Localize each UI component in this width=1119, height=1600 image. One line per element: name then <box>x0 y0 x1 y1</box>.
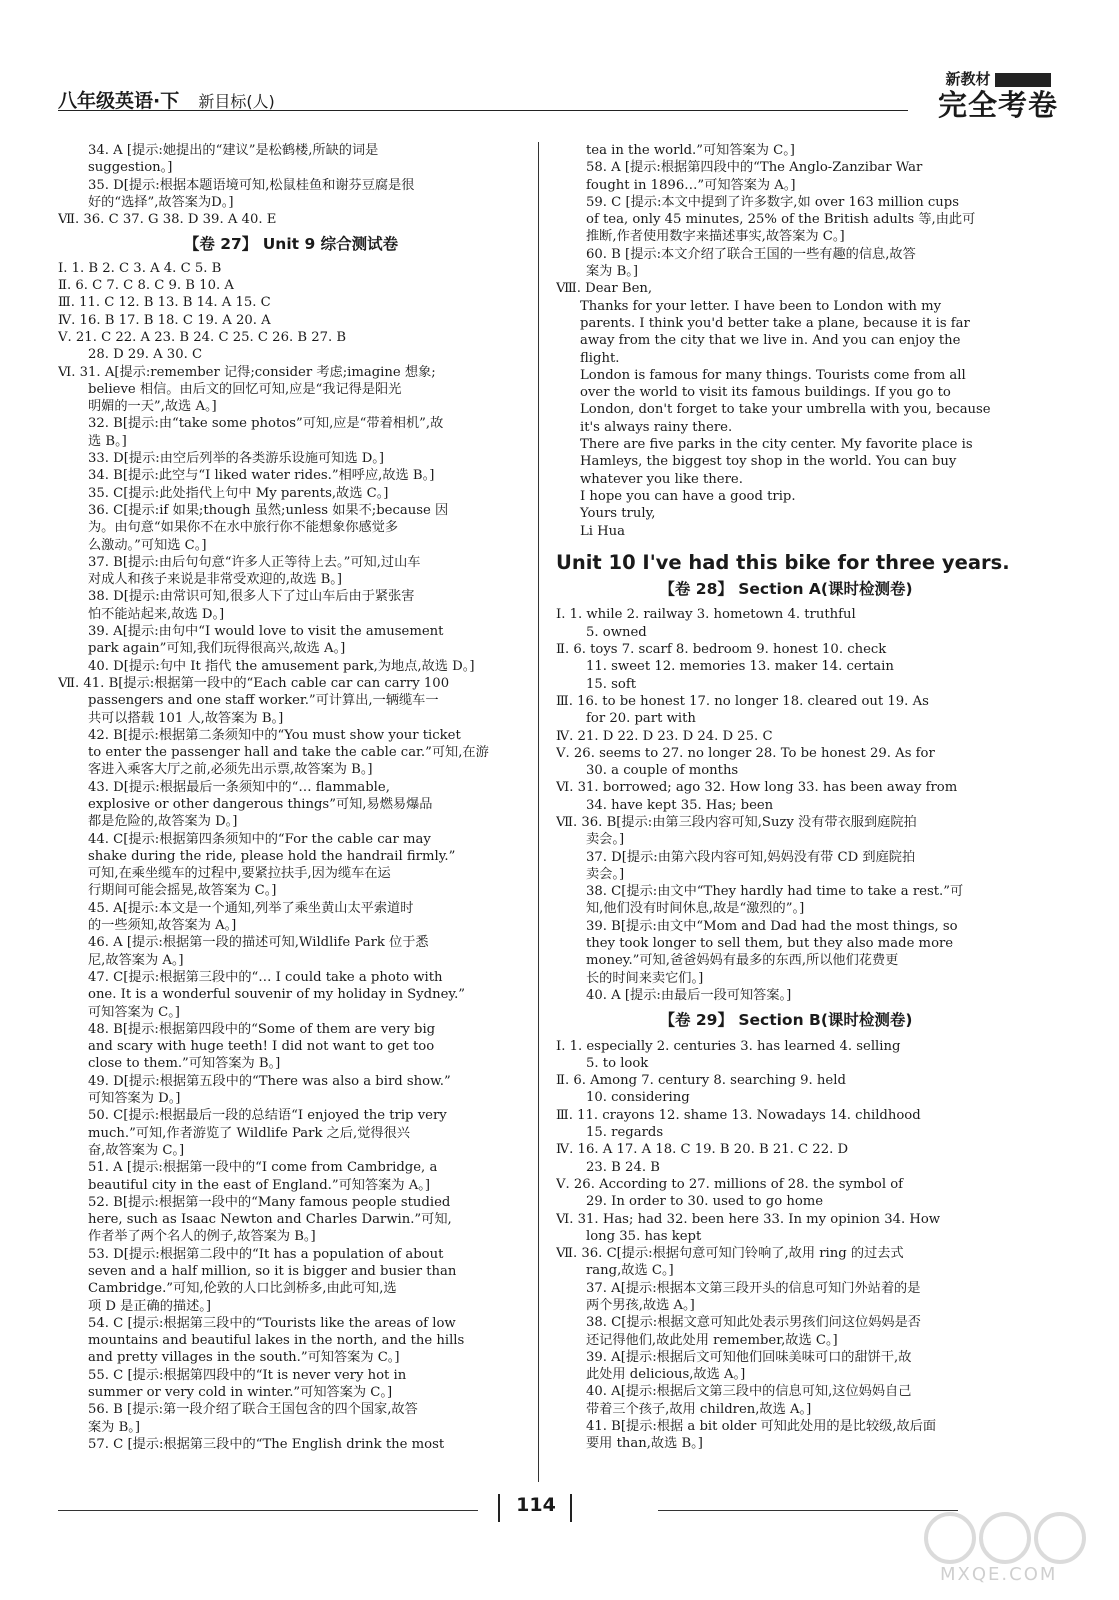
answer-line: Ⅱ. 6. toys 7. scarf 8. bedroom 9. honest 10. check <box>556 642 887 658</box>
answer-line: Ⅶ. 41. B[提示:根据第一段中的“Each cable car can carry 100 <box>58 675 450 691</box>
answer-line: 推断,作者使用数字来描述事实,故答案为 C。] <box>586 229 845 245</box>
answer-line: 5. owned <box>586 624 647 640</box>
answer-line: 55. C [提示:根据第四段中的“It is never very hot in <box>88 1367 407 1383</box>
answer-line: 53. D[提示:根据第二段中的“It has a population of about <box>88 1246 444 1262</box>
letter-line: Hamleys, the biggest toy shop in the world. You can buy <box>580 454 957 470</box>
answer-line: 49. D[提示:根据第五段中的“There was also a bird show.” <box>88 1073 451 1089</box>
answer-line: 52. B[提示:根据第一段中的“Many famous people studied <box>88 1194 451 1210</box>
answer-line: 39. B[提示:由文中“Mom and Dad had the most things, so <box>586 918 958 934</box>
answer-line: 38. C[提示:根据文意可知此处表示男孩们问这位妈妈是否 <box>586 1315 921 1331</box>
footer-rule-left <box>58 1510 478 1511</box>
page-header <box>58 70 1058 126</box>
answer-line: park again”可知,我们玩得很高兴,故选 A。] <box>88 641 346 657</box>
answer-line: Ⅳ. 16. B 17. B 18. C 19. A 20. A <box>58 312 271 328</box>
answer-line: 58. A [提示:根据第四段中的“The Anglo-Zanzibar War <box>586 160 923 176</box>
answer-line: 35. D[提示:根据本题语境可知,松鼠桂鱼和谢芬豆腐是很 <box>88 177 415 193</box>
answer-line: 【卷 27】 Unit 9 综合测试卷 <box>183 235 399 254</box>
footer-bar-right <box>570 1494 572 1522</box>
answer-line: much.”可知,作者游览了 Wildlife Park 之后,觉得很兴 <box>88 1125 410 1141</box>
letter-line: Li Hua <box>580 523 626 539</box>
answer-line: Ⅴ. 21. C 22. A 23. B 24. C 25. C 26. B 27. B <box>58 329 347 345</box>
answer-line: Ⅳ. 21. D 22. D 23. D 24. D 25. C <box>556 728 773 744</box>
answer-line: Ⅵ. 31. Has; had 32. been here 33. In my opinion 34. How <box>556 1211 941 1227</box>
answer-line: explosive or other dangerous things”可知,易燃易爆品 <box>88 796 433 812</box>
left-column <box>58 142 524 1453</box>
answer-line: 15. soft <box>586 676 637 692</box>
answer-line: 两个男孩,故选 A。] <box>586 1298 695 1313</box>
answer-line: 32. B[提示:由“take some photos”可知,应是“带着相机”,故 <box>88 416 444 432</box>
answer-line: Ⅰ. 1. especially 2. centuries 3. has learned 4. selling <box>556 1038 901 1054</box>
answer-line: 么激动。”可知选 C。] <box>88 537 207 553</box>
answer-line: 10. considering <box>586 1090 690 1106</box>
answer-line: 40. D[提示:句中 It 指代 the amusement park,为地点,故选 D。] <box>88 658 475 674</box>
answer-line: 对成人和孩子来说是非常受欢迎的,故选 B。] <box>88 572 342 588</box>
section29-answers <box>556 1038 1016 1453</box>
answer-line: Ⅵ. 31. borrowed; ago 32. How long 33. has been away from <box>556 780 958 796</box>
answer-line: 36. C[提示:if 如果;though 虽然;unless 如果不;because 因 <box>88 502 449 518</box>
answer-line: 37. B[提示:由后句句意“许多人正等待上去。”可知,过山车 <box>88 554 421 570</box>
answer-line: Ⅶ. 36. B[提示:由第三段内容可知,Suzy 没有带衣服到庭院拍 <box>556 814 917 830</box>
letter-line: away from the city that we live in. And you can enjoy the <box>580 333 961 349</box>
footer-bar-left <box>498 1494 500 1522</box>
answer-line: Ⅳ. 16. A 17. A 18. C 19. B 20. B 21. C 22. D <box>556 1142 849 1158</box>
answer-line: 50. C[提示:根据最后一段的总结语“I enjoyed the trip very <box>88 1108 447 1124</box>
answer-line: 37. A[提示:根据本文第三段开头的信息可知门外站着的是 <box>586 1280 921 1296</box>
page-footer <box>58 1490 1058 1530</box>
answer-line: 56. B [提示:第一段介绍了联合王国包含的四个国家,故答 <box>88 1402 418 1418</box>
letter-line: Thanks for your letter. I have been to London with my <box>580 298 942 314</box>
header-left <box>58 86 275 113</box>
answer-line: 29. In order to 30. used to go home <box>586 1194 824 1210</box>
answers-57-60-cont <box>556 142 1016 280</box>
answer-line: 好的“选择”,故答案为D。] <box>88 194 234 210</box>
answer-line: of tea, only 45 minutes, 25% of the British adults 等,由此可 <box>586 212 976 228</box>
watermark-logo <box>920 1508 1090 1588</box>
answer-line: beautiful city in the east of England.”可知答案为 A。] <box>88 1177 430 1193</box>
answer-line: 41. B[提示:根据 a bit older 可知此处用的是比较级,故后面 <box>586 1419 937 1435</box>
answer-line: 38. D[提示:由常识可知,很多人下了过山车后由于紧张害 <box>88 589 415 605</box>
answer-line: 15. regards <box>586 1125 664 1141</box>
watermark-text: MXQE.COM <box>940 1564 1058 1585</box>
answer-line: 11. sweet 12. memories 13. maker 14. certain <box>586 659 894 675</box>
header-rule <box>58 110 908 111</box>
answer-line: 59. C [提示:本文中提到了许多数字,如 over 163 million cups <box>586 194 959 210</box>
column-divider <box>538 142 539 1482</box>
answer-line: 可知答案为 C。] <box>88 1004 180 1020</box>
answer-line: 48. B[提示:根据第四段中的“Some of them are very big <box>88 1021 436 1037</box>
answer-line: 行期间可能会摇晃,故答案为 C。] <box>88 883 277 899</box>
answer-line: 此处用 delicious,故选 A。] <box>586 1367 746 1383</box>
section28-title: 【卷 28】 Section A(课时检测卷) <box>659 580 913 599</box>
answer-line: 57. C [提示:根据第三段中的“The English drink the most <box>88 1436 445 1452</box>
answer-line: seven and a half million, so it is bigger and busier than <box>88 1264 457 1279</box>
answer-line: Ⅲ. 11. crayons 12. shame 13. Nowadays 14. childhood <box>556 1107 921 1123</box>
answer-line: 38. C[提示:由文中“They hardly had time to take a rest.”可 <box>586 884 964 900</box>
answer-line: close to them.”可知答案为 B。] <box>88 1056 281 1072</box>
answer-line: here, such as Isaac Newton and Charles Darwin.”可知, <box>88 1212 452 1228</box>
brand-logo <box>938 68 1058 121</box>
answer-line: 长的时间来卖它们。] <box>586 970 704 986</box>
letter-line: London, don't forget to take your umbrella with you, because <box>580 402 991 418</box>
answer-line: shake during the ride, please hold the handrail firmly.” <box>88 848 456 864</box>
answer-line: 45. A[提示:本文是一个通知,列举了乘坐黄山太平索道时 <box>88 900 414 916</box>
answer-line: 35. C[提示:此处指代上句中 My parents,故选 C。] <box>88 485 389 501</box>
answer-line: 还记得他们,故此处用 remember,故选 C。] <box>586 1332 838 1348</box>
letter-line: it's always rainy there. <box>580 419 733 435</box>
answer-line: 40. A [提示:由最后一段可知答案。] <box>586 987 792 1003</box>
letter-line: parents. I think you'd better take a plane, because it is far <box>580 315 970 331</box>
letter-line: There are five parks in the city center. My favorite place is <box>580 437 973 453</box>
answer-line: passengers and one staff worker.”可计算出,一辆缆车一 <box>88 693 439 709</box>
answer-line: 42. B[提示:根据第二条须知中的“You must show your ticket <box>88 727 461 743</box>
answer-line: 选 B。] <box>88 433 127 449</box>
letter-heading: Ⅷ. Dear Ben, <box>556 281 653 297</box>
answer-line: 51. A [提示:根据第一段中的“I come from Cambridge, a <box>88 1160 438 1176</box>
letter-line: over the world to visit its famous buildings. If you go to <box>580 385 951 401</box>
brand-big: 完全考卷 <box>937 88 1058 122</box>
answer-line: 43. D[提示:根据最后一条须知中的“… flammable, <box>88 779 390 795</box>
answer-line: to enter the passenger hall and take the cable car.”可知,在游 <box>88 745 489 761</box>
answer-line: rang,故选 C。] <box>586 1263 674 1279</box>
answer-line: 30. a couple of months <box>586 763 739 779</box>
answer-line: for 20. part with <box>586 711 696 727</box>
answer-line: 都是危险的,故答案为 D。] <box>88 814 238 830</box>
letter-line: flight. <box>580 350 620 366</box>
answer-line: 的一些须知,故答案为 A。] <box>88 918 237 934</box>
section28-answers <box>556 606 1016 1004</box>
answer-line: 尼,故答案为 A。] <box>88 952 184 968</box>
answer-line: 23. B 24. B <box>586 1159 660 1175</box>
answer-line: 可知答案为 D。] <box>88 1091 181 1107</box>
answer-line: 37. D[提示:由第六段内容可知,妈妈没有带 CD 到庭院拍 <box>586 849 916 865</box>
answer-line: 客进入乘客大厅之前,必须先出示票,故答案为 B。] <box>88 762 373 778</box>
answer-line: 60. B [提示:本文介绍了联合王国的一些有趣的信息,故答 <box>586 246 916 262</box>
answer-line: 54. C [提示:根据第三段中的“Tourists like the areas of low <box>88 1315 456 1331</box>
answer-line: Ⅱ. 6. C 7. C 8. C 9. B 10. A <box>58 278 234 294</box>
answer-line: 34. A [提示:她提出的“建议”是松鹤楼,所缺的词是 <box>88 143 379 158</box>
answer-line: and scary with huge teeth! I did not want to get too <box>88 1039 435 1055</box>
answer-line: 40. A[提示:根据后文第三段中的信息可知,这位妈妈自己 <box>586 1384 912 1400</box>
right-column <box>556 142 1016 1453</box>
answer-line: 为。由句意“如果你不在水中旅行你不能想象你感觉多 <box>88 520 399 536</box>
answer-line: Ⅶ. 36. C 37. G 38. D 39. A 40. E <box>58 212 277 228</box>
letter-line: I hope you can have a good trip. <box>580 488 796 504</box>
brand-small: 新教材 <box>938 68 1058 89</box>
letter-line: London is famous for many things. Tourists come from all <box>580 367 966 383</box>
unit10-title: Unit 10 I've had this bike for three years. <box>556 550 1010 574</box>
answer-line: 39. A[提示:根据后文可知他们回味美味可口的甜饼干,故 <box>586 1349 912 1365</box>
section29-title: 【卷 29】 Section B(课时检测卷) <box>659 1011 913 1030</box>
answer-line: tea in the world.”可知答案为 C。] <box>586 143 795 158</box>
answer-line: Ⅱ. 6. Among 7. century 8. searching 9. held <box>556 1073 846 1089</box>
answer-line: 奋,故答案为 C。] <box>88 1142 185 1158</box>
answer-line: 39. A[提示:由句中“I would love to visit the amusement <box>88 624 444 640</box>
answer-line: 卖会。] <box>586 832 625 848</box>
answer-line: Ⅶ. 36. C[提示:根据句意可知门铃响了,故用 ring 的过去式 <box>556 1246 904 1262</box>
answer-line: Ⅴ. 26. seems to 27. no longer 28. To be honest 29. As for <box>556 745 935 761</box>
answer-line: and pretty villages in the south.”可知答案为 C。] <box>88 1350 400 1366</box>
answer-line: 34. have kept 35. Has; been <box>586 797 774 813</box>
letter-line: whatever you like there. <box>580 471 743 487</box>
answer-line: one. It is a wonderful souvenir of my holiday in Sydney.” <box>88 987 466 1003</box>
answer-line: they took longer to sell them, but they also made more <box>586 936 954 952</box>
answer-line: Ⅰ. 1. B 2. C 3. A 4. C 5. B <box>58 260 222 276</box>
answer-line: 项 D 是正确的描述。] <box>88 1298 212 1314</box>
answer-line: 作者举了两个名人的例子,故答案为 B。] <box>88 1229 316 1245</box>
answer-line: 怕不能站起来,故选 D。] <box>88 606 225 622</box>
letter-line: Yours truly, <box>580 506 656 522</box>
answer-line: long 35. has kept <box>586 1228 702 1244</box>
grade-label: 八年级英语·下 <box>58 90 180 112</box>
watermark-mark <box>920 1508 1090 1568</box>
answer-line: suggestion。] <box>88 160 173 176</box>
answer-line: 要用 than,故选 B。] <box>586 1436 703 1452</box>
answer-line: mountains and beautiful lakes in the north, and the hills <box>88 1333 465 1349</box>
answer-line: 5. to look <box>586 1055 649 1071</box>
answer-line: Ⅲ. 11. C 12. B 13. B 14. A 15. C <box>58 295 271 311</box>
answer-line: 卖会。] <box>586 866 625 882</box>
answer-line: 46. A [提示:根据第一段的描述可知,Wildlife Park 位于悉 <box>88 935 429 951</box>
answer-line: Ⅲ. 16. to be honest 17. no longer 18. cleared out 19. As <box>556 693 929 709</box>
answer-line: Ⅴ. 26. According to 27. millions of 28. the symbol of <box>556 1176 904 1192</box>
answer-line: fought in 1896…”可知答案为 A。] <box>586 177 796 193</box>
footer-rule-right <box>658 1510 958 1511</box>
answer-line: 34. B[提示:此空与“I liked water rides.”相呼应,故选 B。] <box>88 468 435 484</box>
answer-line: 47. C[提示:根据第三段中的“… I could take a photo with <box>88 969 443 985</box>
answer-line: 案为 B。] <box>586 264 638 280</box>
edition-label: 新目标(人) <box>198 92 275 111</box>
answer-line: 知,他们没有时间休息,故是“激烈的”。] <box>586 901 805 917</box>
answer-line: 带着三个孩子,故用 children,故选 A。] <box>586 1401 812 1417</box>
answer-line: 44. C[提示:根据第四条须知中的“For the cable car may <box>88 831 431 847</box>
answer-line: 可知,在乘坐缆车的过程中,要紧拉扶手,因为缆车在运 <box>88 866 391 882</box>
answer-line: 33. D[提示:由空后列举的各类游乐设施可知选 D。] <box>88 451 385 467</box>
model-letter <box>556 298 1016 540</box>
answer-line: Cambridge.”可知,伦敦的人口比剑桥多,由此可知,选 <box>88 1281 397 1297</box>
answer-line: believe 相信。由后文的回忆可知,应是“我记得是阳光 <box>88 381 402 397</box>
answer-line: 案为 B。] <box>88 1419 140 1435</box>
answer-line: Ⅵ. 31. A[提示:remember 记得;consider 考虑;imagine 想象; <box>58 364 436 380</box>
page-number: 114 <box>516 1494 556 1516</box>
answer-line: 28. D 29. A 30. C <box>88 347 203 363</box>
answer-line: money.”可知,爸爸妈妈有最多的东西,所以他们花费更 <box>586 953 899 969</box>
answer-line: 明媚的一天”,故选 A。] <box>88 399 217 415</box>
answer-line: Ⅰ. 1. while 2. railway 3. hometown 4. truthful <box>556 607 856 623</box>
answer-line: summer or very cold in winter.”可知答案为 C。] <box>88 1385 393 1401</box>
answer-line: 共可以搭载 101 人,故答案为 B。] <box>88 710 284 726</box>
